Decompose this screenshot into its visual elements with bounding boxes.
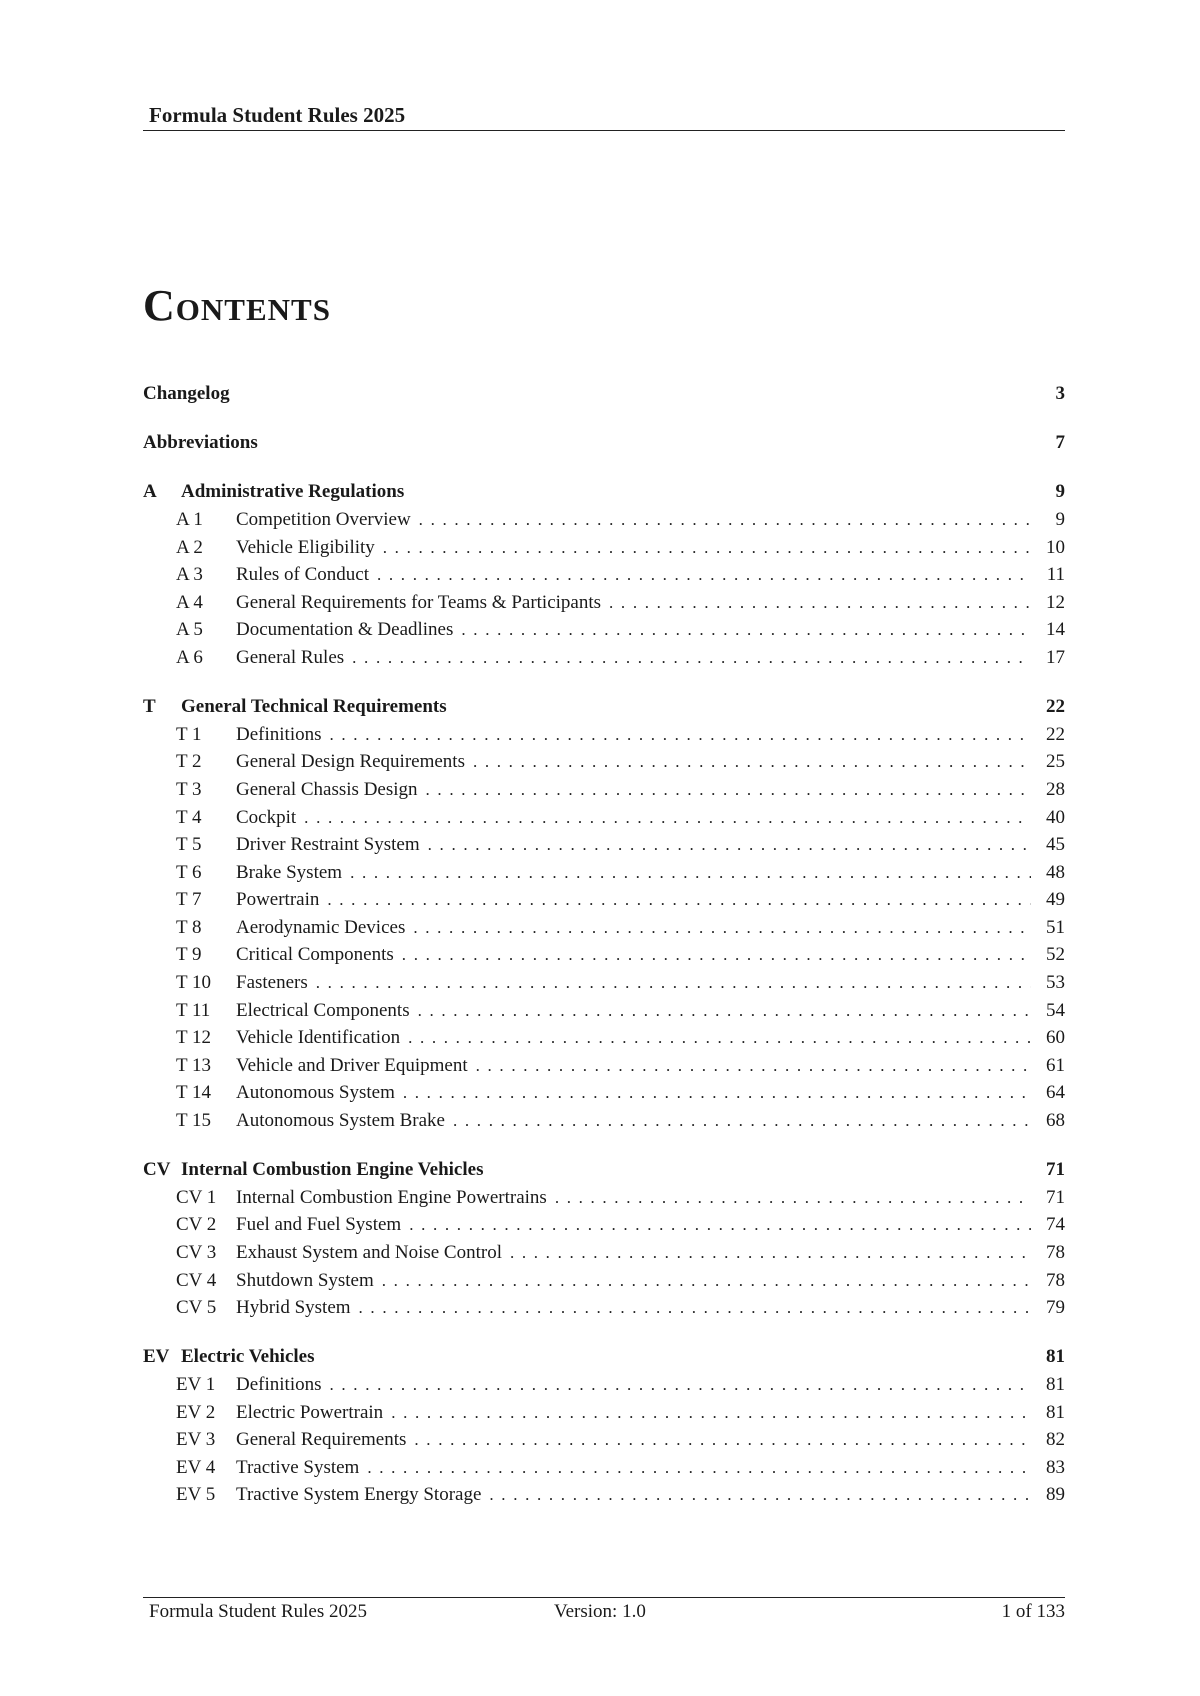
toc-part-label: Electric Vehicles [181, 1346, 315, 1368]
toc-part-entry[interactable] [143, 1343, 1065, 1371]
toc-dot-leader [402, 941, 1031, 969]
toc-section-label: Powertrain [236, 889, 320, 911]
page-title [143, 280, 331, 331]
page-title-initial: C [143, 281, 176, 330]
toc-section-number: EV 2 [176, 1401, 216, 1423]
running-header [143, 100, 1065, 131]
toc-section-number: CV 5 [176, 1297, 217, 1319]
toc-page-number: 83 [1046, 1456, 1065, 1478]
toc-section-number: T 10 [176, 972, 212, 994]
footer-page-number: 1 of 133 [1001, 1601, 1065, 1622]
toc-section-label: General Chassis Design [236, 778, 418, 800]
toc-page-number: 25 [1046, 751, 1065, 773]
toc-page-number: 53 [1046, 972, 1065, 994]
page-title-rest: ONTENTS [175, 292, 331, 327]
toc-dot-leader [476, 1052, 1031, 1080]
toc-dot-leader [316, 969, 1031, 997]
toc-section-entry[interactable] [143, 1371, 1065, 1399]
toc-page-number: 51 [1046, 916, 1065, 938]
toc-section-number: A 3 [176, 564, 203, 586]
toc-section-label: Definitions [236, 1373, 322, 1395]
toc-section-entry[interactable] [143, 1294, 1065, 1322]
toc-page-number: 14 [1046, 619, 1065, 641]
toc-page-number: 22 [1046, 723, 1065, 745]
toc-section-entry[interactable] [143, 997, 1065, 1025]
footer-title: Formula Student Rules 2025 [149, 1601, 367, 1622]
toc-dot-leader [413, 914, 1031, 942]
toc-section-entry[interactable] [143, 804, 1065, 832]
toc-dot-leader [419, 506, 1031, 534]
toc-dot-leader [383, 534, 1031, 562]
toc-section-label: Competition Overview [236, 508, 411, 530]
toc-section-label: Shutdown System [236, 1269, 374, 1291]
toc-part-entry[interactable] [143, 380, 1065, 408]
toc-section-label: General Rules [236, 646, 345, 668]
toc-section-entry[interactable] [143, 534, 1065, 562]
toc-dot-leader [453, 1107, 1031, 1135]
toc-dot-leader [426, 776, 1031, 804]
toc-dot-leader [330, 721, 1032, 749]
toc-page-number: 48 [1046, 861, 1065, 883]
toc-section-label: Internal Combustion Engine Powertrains [236, 1186, 547, 1208]
toc-section-entry[interactable] [143, 1481, 1065, 1509]
toc-page-number: 17 [1046, 646, 1065, 668]
toc-section-entry[interactable] [143, 1454, 1065, 1482]
toc-dot-leader [555, 1184, 1031, 1212]
toc-section-entry[interactable] [143, 644, 1065, 672]
toc-part-label: Changelog [143, 383, 230, 404]
toc-section-entry[interactable] [143, 721, 1065, 749]
toc-section-entry[interactable] [143, 1399, 1065, 1427]
toc-page-number: 68 [1046, 1110, 1065, 1132]
toc-dot-leader [327, 886, 1031, 914]
toc-part-number: T [143, 696, 156, 718]
toc-dot-leader [367, 1454, 1031, 1482]
toc-page-number: 12 [1046, 591, 1065, 613]
toc-page-number: 40 [1046, 806, 1065, 828]
toc-page-number: 45 [1046, 834, 1065, 856]
toc-section-number: T 15 [176, 1110, 212, 1132]
toc-dot-leader [609, 589, 1031, 617]
toc-section-number: A 4 [176, 591, 203, 613]
toc-dot-leader [510, 1239, 1031, 1267]
toc-page-number: 52 [1046, 944, 1065, 966]
toc-section-number: T 5 [176, 834, 202, 856]
toc-page-number: 60 [1046, 1027, 1065, 1049]
toc-dot-leader [377, 561, 1031, 589]
toc-section-number: CV 1 [176, 1186, 217, 1208]
toc-dot-leader [304, 804, 1031, 832]
toc-page-number: 81 [1046, 1401, 1065, 1423]
toc-section-number: A 2 [176, 536, 203, 558]
toc-section-label: General Design Requirements [236, 751, 465, 773]
toc-section-entry[interactable] [143, 776, 1065, 804]
toc-section-number: EV 3 [176, 1429, 216, 1451]
toc-section-number: CV 2 [176, 1214, 217, 1236]
toc-section-label: Fuel and Fuel System [236, 1214, 402, 1236]
toc-section-number: EV 5 [176, 1484, 216, 1506]
toc-section-entry[interactable] [143, 1052, 1065, 1080]
toc-section-label: Rules of Conduct [236, 564, 369, 586]
toc-dot-leader [352, 644, 1031, 672]
toc-section-label: Electric Powertrain [236, 1401, 384, 1423]
toc-page-number: 74 [1046, 1214, 1065, 1236]
toc-page-number: 54 [1046, 999, 1065, 1021]
toc-section-number: T 13 [176, 1054, 212, 1076]
toc-page-number: 11 [1046, 564, 1065, 586]
toc-dot-leader [408, 1024, 1031, 1052]
toc-page-number: 9 [1055, 508, 1065, 530]
toc-section-entry[interactable] [143, 1184, 1065, 1212]
toc-page-number: 78 [1046, 1242, 1065, 1263]
toc-page-number: 49 [1046, 889, 1065, 911]
toc-part-label: General Technical Requirements [181, 696, 447, 718]
toc-dot-leader [428, 831, 1031, 859]
toc-page-number: 71 [1046, 1159, 1065, 1181]
toc-section-entry[interactable] [143, 1211, 1065, 1239]
toc-page-number: 82 [1046, 1429, 1065, 1451]
toc-page-number: 7 [1055, 432, 1065, 454]
toc-page-number: 81 [1046, 1373, 1065, 1395]
toc-page-number: 79 [1046, 1297, 1065, 1319]
toc-section-entry[interactable] [143, 969, 1065, 997]
toc-section-number: T 2 [176, 751, 202, 773]
toc-dot-leader [391, 1399, 1031, 1427]
toc-section-label: Exhaust System and Noise Control [236, 1242, 502, 1263]
toc-section-entry[interactable] [143, 831, 1065, 859]
toc-section-label: Critical Components [236, 944, 394, 966]
toc-section-number: EV 1 [176, 1373, 216, 1395]
toc-section-label: Autonomous System Brake [236, 1110, 445, 1132]
toc-section-entry[interactable] [143, 748, 1065, 776]
toc-section-number: T 9 [176, 944, 202, 966]
toc-page-number: 3 [1055, 383, 1065, 404]
toc-dot-leader [461, 616, 1031, 644]
toc-part-label: Abbreviations [143, 432, 258, 454]
toc-section-entry[interactable] [143, 914, 1065, 942]
toc-page-number: 64 [1046, 1082, 1065, 1104]
toc-section-entry[interactable] [143, 1024, 1065, 1052]
toc-section-label: Tractive System Energy Storage [236, 1484, 482, 1506]
toc-part-entry[interactable] [143, 478, 1065, 506]
toc-section-number: T 1 [176, 723, 202, 745]
toc-section-entry[interactable] [143, 886, 1065, 914]
toc-page-number: 78 [1046, 1269, 1065, 1291]
toc-section-entry[interactable] [143, 859, 1065, 887]
toc-section-number: CV 3 [176, 1242, 217, 1263]
toc-dot-leader [330, 1371, 1032, 1399]
toc-section-label: Vehicle Identification [236, 1027, 401, 1049]
toc-dot-leader [414, 1426, 1031, 1454]
toc-page-number: 71 [1046, 1186, 1065, 1208]
toc-section-number: T 3 [176, 778, 202, 800]
toc-section-entry[interactable] [143, 1079, 1065, 1107]
toc-dot-leader [489, 1481, 1031, 1509]
running-footer [143, 1597, 1065, 1630]
toc-page-number: 9 [1055, 481, 1065, 503]
toc-dot-leader [359, 1294, 1031, 1322]
toc-section-label: Hybrid System [236, 1297, 351, 1319]
toc-page-number: 81 [1046, 1346, 1065, 1368]
toc-section-entry[interactable] [143, 506, 1065, 534]
toc-part-number: EV [143, 1346, 170, 1368]
toc-section-number: A 5 [176, 619, 203, 641]
toc-part-number: CV [143, 1159, 171, 1181]
toc-page-number: 89 [1046, 1484, 1065, 1506]
toc-section-number: A 1 [176, 508, 203, 530]
toc-section-entry[interactable] [143, 1239, 1065, 1267]
toc-section-number: T 4 [176, 806, 202, 828]
toc-section-entry[interactable] [143, 941, 1065, 969]
toc-section-label: General Requirements for Teams & Participants [236, 591, 602, 613]
toc-section-label: Vehicle Eligibility [236, 536, 375, 558]
toc-section-label: Vehicle and Driver Equipment [236, 1054, 468, 1076]
toc-section-label: Electrical Components [236, 999, 410, 1021]
toc-section-number: T 8 [176, 916, 202, 938]
toc-section-entry[interactable] [143, 1107, 1065, 1135]
toc-dot-leader [350, 859, 1031, 887]
toc-section-label: Driver Restraint System [236, 834, 420, 856]
toc-section-label: Fasteners [236, 972, 308, 994]
toc-section-entry[interactable] [143, 616, 1065, 644]
toc-section-label: Documentation & Deadlines [236, 619, 454, 641]
toc-section-number: T 14 [176, 1082, 212, 1104]
toc-page-number: 10 [1046, 536, 1065, 558]
toc-section-entry[interactable] [143, 1267, 1065, 1295]
toc-section-entry[interactable] [143, 589, 1065, 617]
toc-part-number: A [143, 481, 157, 503]
toc-part-entry[interactable] [143, 1156, 1065, 1184]
toc-section-number: T 6 [176, 861, 202, 883]
footer-version: Version: 1.0 [554, 1601, 646, 1622]
toc-dot-leader [418, 997, 1031, 1025]
toc-section-label: Cockpit [236, 806, 297, 828]
toc-section-number: CV 4 [176, 1269, 217, 1291]
toc-section-label: General Requirements [236, 1429, 407, 1451]
toc-section-entry[interactable] [143, 1426, 1065, 1454]
toc-dot-leader [382, 1267, 1031, 1295]
toc-section-number: T 11 [176, 999, 211, 1021]
toc-section-number: T 12 [176, 1027, 212, 1049]
toc-section-label: Autonomous System [236, 1082, 395, 1104]
toc-part-label: Administrative Regulations [181, 481, 405, 503]
toc-section-number: EV 4 [176, 1456, 216, 1478]
toc-page-number: 22 [1046, 696, 1065, 718]
toc-section-entry[interactable] [143, 561, 1065, 589]
toc-section-label: Definitions [236, 723, 322, 745]
toc-part-entry[interactable] [143, 693, 1065, 721]
toc-section-label: Tractive System [236, 1456, 360, 1478]
toc-section-number: T 7 [176, 889, 202, 911]
toc-section-number: A 6 [176, 646, 203, 668]
toc-part-entry[interactable] [143, 429, 1065, 457]
toc-section-label: Aerodynamic Devices [236, 916, 406, 938]
toc-part-label: Internal Combustion Engine Vehicles [181, 1159, 484, 1181]
toc-dot-leader [403, 1079, 1031, 1107]
toc-section-label: Brake System [236, 861, 343, 883]
toc-page-number: 61 [1046, 1054, 1065, 1076]
header-title: Formula Student Rules 2025 [149, 103, 406, 127]
toc-dot-leader [473, 748, 1031, 776]
table-of-contents [143, 380, 1065, 1509]
toc-page-number: 28 [1046, 778, 1065, 800]
toc-dot-leader [409, 1211, 1031, 1239]
